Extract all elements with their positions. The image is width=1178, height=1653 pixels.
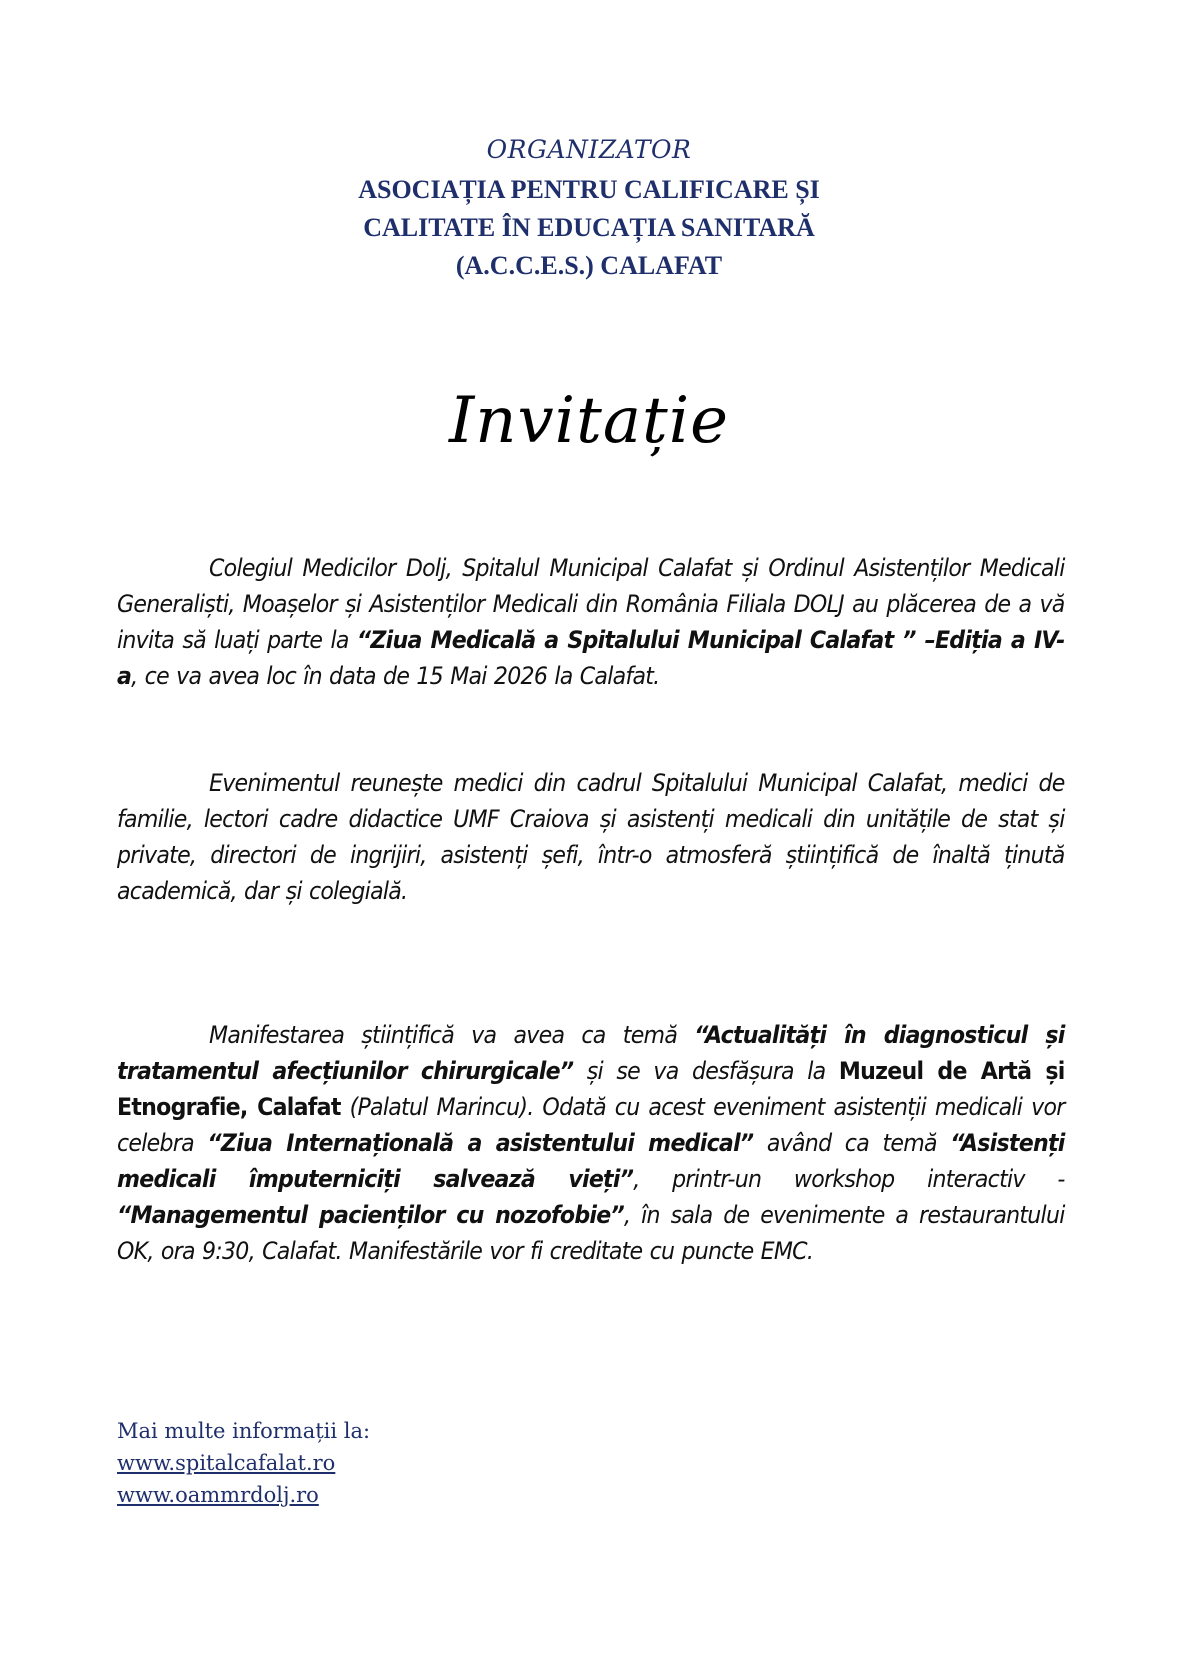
link-spital-calafat[interactable]: www.spitalcafalat.ro [117,1451,336,1475]
more-info-section [117,1415,370,1511]
paragraph-program [117,1017,1065,1269]
paragraph-3-part-4: având ca temă [753,1129,951,1157]
venue-name: Muzeul de Artă și Etnografie, Calafat [117,1057,1065,1121]
paragraph-invitation [117,550,1065,694]
organization-name-line-3: (A.C.C.E.S.) CALAFAT [455,251,723,280]
invitation-title: Invitație [448,384,730,458]
organization-name-line-2: CALITATE ÎN EDUCAȚIA SANITARĂ [363,213,815,242]
organizer-header [0,131,1178,285]
event-theme: “Actualități în diagnosticul și tratamentul afecțiunilor chirurgicale” [117,1021,1065,1085]
nurses-day-theme: “Asistenți medicali împuterniciți salvează vieți” [117,1129,1065,1193]
paragraph-participants [117,765,1065,909]
more-info-label: Mai multe informații la: [117,1419,371,1443]
organization-name [0,171,1178,285]
organization-name-line-1: ASOCIAȚIA PENTRU CALIFICARE ȘI [358,175,820,204]
nurses-day-name: “Ziua Internațională a asistentului medical” [207,1129,754,1157]
paragraph-3-part-3: (Palatul Marincu). Odată cu acest eveniment asistenții medicali vor celebra [117,1093,1065,1157]
paragraph-3-part-2: și se va desfășura la [573,1057,839,1085]
paragraph-3-part-5: , printr-un workshop interactiv - [633,1165,1065,1193]
workshop-title: “Managementul pacienților cu nozofobie” [117,1201,624,1229]
organizer-label: ORGANIZATOR [486,135,692,164]
paragraph-3-part-1: Manifestarea științifică va avea ca temă [209,1021,695,1049]
paragraph-3-part-6: , în sala de evenimente a restaurantului OK, ora 9:30, Calafat. Manifestările vor fi creditate cu puncte EMC. [117,1201,1065,1265]
paragraph-2-text: Evenimentul reunește medici din cadrul Spitalului Municipal Calafat, medici de familie, lectori cadre didactice UMF Craiova și asistenți medicali din unitățile de stat și private, directori de ingrijiri, asistenți șefi, într-o atmosferă științifică de înaltă ținută academică, dar și colegială. [117,769,1065,905]
link-oammr-dolj[interactable]: www.oammrdolj.ro [117,1483,319,1507]
paragraph-1-intro: Colegiul Medicilor Dolj, Spitalul Municipal Calafat și Ordinul Asistenților Medicali Generaliști, Moașelor și Asistenților Medicali din România Filiala DOLJ au plăcerea de a vă invita să luați parte la [117,554,1065,654]
event-name: “Ziua Medicală a Spitalului Municipal Calafat ” –Ediția a IV-a [117,626,1065,690]
paragraph-1-outro: , ce va avea loc în data de 15 Mai 2026 la Calafat. [131,662,660,690]
